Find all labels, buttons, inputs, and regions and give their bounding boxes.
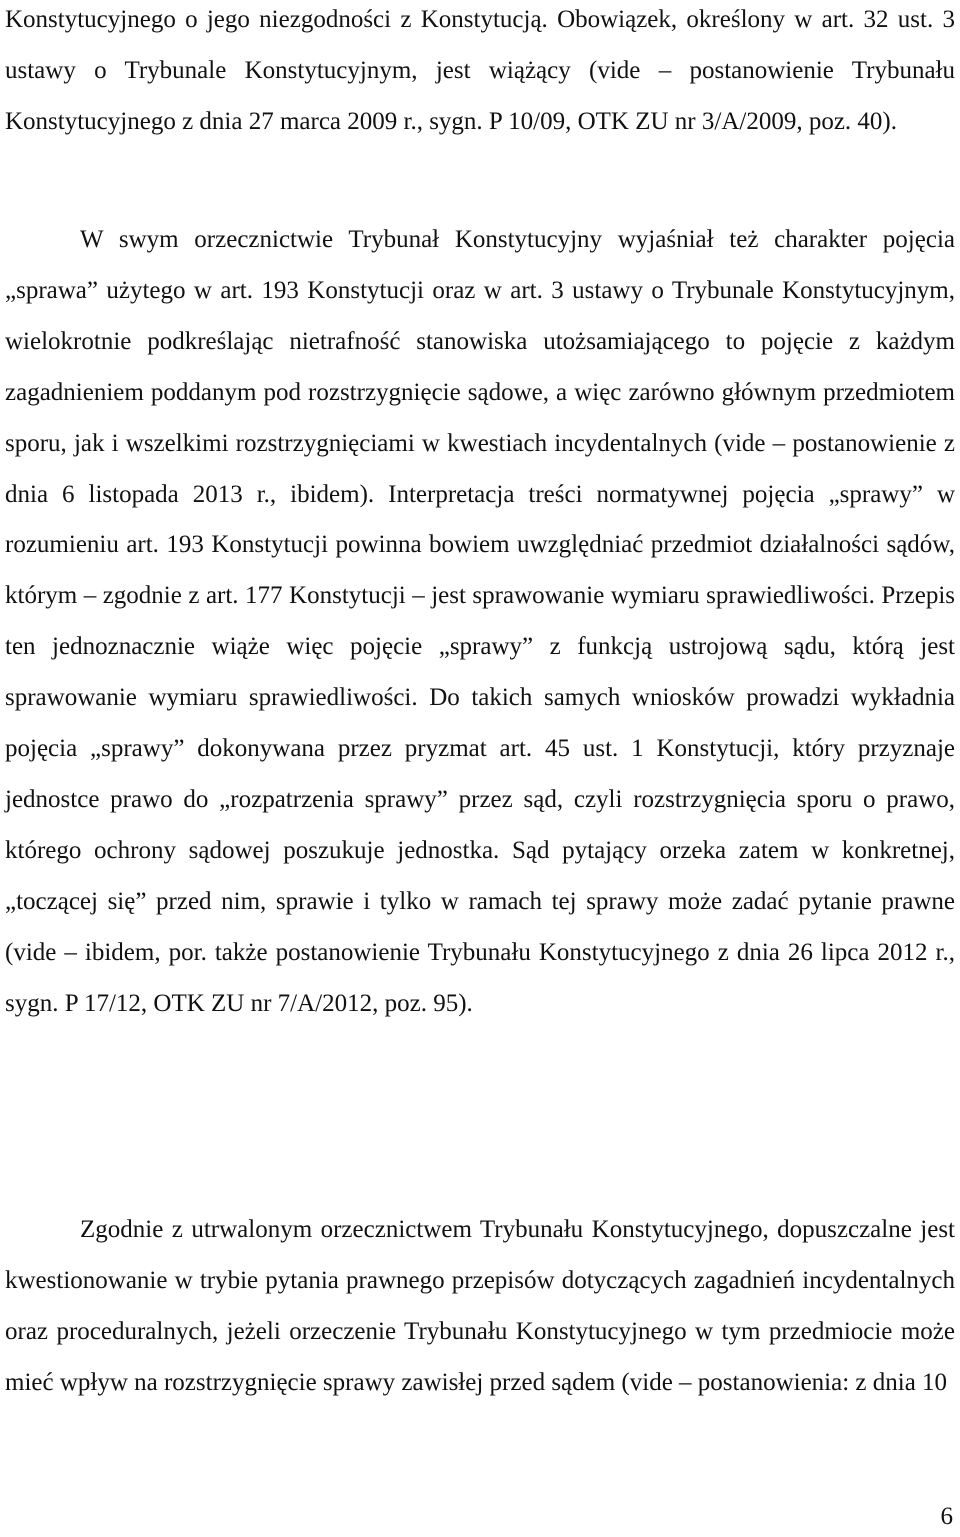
paragraph-continuation: Konstytucyjnego o jego niezgodności z Konstytucją. Obowiązek, określony w art. 32 ust. 3 ustawy o Trybunale Konstytucyjnym, jest wiążący (vide – postanowienie Trybunału Konstytucyjnego z dnia 27 marca 2009 r., sygn. P 10/09, OTK ZU nr 3/A/2009, poz. 40). (5, 6, 955, 135)
paragraph-case-concept: W swym orzecznictwie Trybunał Konstytucyjny wyjaśniał też charakter pojęcia „sprawa” użytego w art. 193 Konstytucji oraz w art. 3 ustawy o Trybunale Konstytucyjnym, wielokrotnie podkreślając nietrafność stanowiska utożsamiającego to pojęcie z każdym zagadnieniem poddanym pod rozstrzygnięcie sądowe, a więc zarówno głównym przedmiotem sporu, jak i wszelkimi rozstrzygnięciami w kwestiach incydentalnych (vide – postanowienie z dnia 6 listopada 2013 r., ibidem). Interpretacja treści normatywnej pojęcia „sprawy” w rozumieniu art. 193 Konstytucji powinna bowiem uwzględniać przedmiot działalności sądów, którym – zgodnie z art. 177 Konstytucji – jest sprawowanie wymiaru sprawiedliwości. Przepis ten jednoznacznie wiąże więc pojęcie „sprawy” z funkcją ustrojową sądu, którą jest sprawowanie wymiaru sprawiedliwości. Do takich samych wniosków prowadzi wykładnia pojęcia „sprawy” dokonywana przez pryzmat art. 45 ust. 1 Konstytucji, który przyznaje jednostce prawo do „rozpatrzenia sprawy” przez sąd, czyli rozstrzygnięcia sporu o prawo, którego ochrony sądowej poszukuje jednostka. Sąd pytający orzeka zatem w konkretnej, „toczącej się” przed nim, sprawie i tylko w ramach tej sprawy może zadać pytanie prawne (vide – ibidem, por. także postanowienie Trybunału Konstytucyjnego z dnia 26 lipca 2012 r., sygn. P 17/12, OTK ZU nr 7/A/2012, poz. 95). (5, 226, 955, 1017)
page-number: 6 (940, 1503, 953, 1530)
paragraph-incidental-issues: Zgodnie z utrwalonym orzecznictwem Trybunału Konstytucyjnego, dopuszczalne jest kwestionowanie w trybie pytania prawnego przepisów dotyczących zagadnień incydentalnych oraz proceduralnych, jeżeli orzeczenie Trybunału Konstytucyjnego w tym przedmiocie może mieć wpływ na rozstrzygnięcie sprawy zawisłej przed sądem (vide – postanowienia: z dnia 10 (5, 1216, 955, 1396)
